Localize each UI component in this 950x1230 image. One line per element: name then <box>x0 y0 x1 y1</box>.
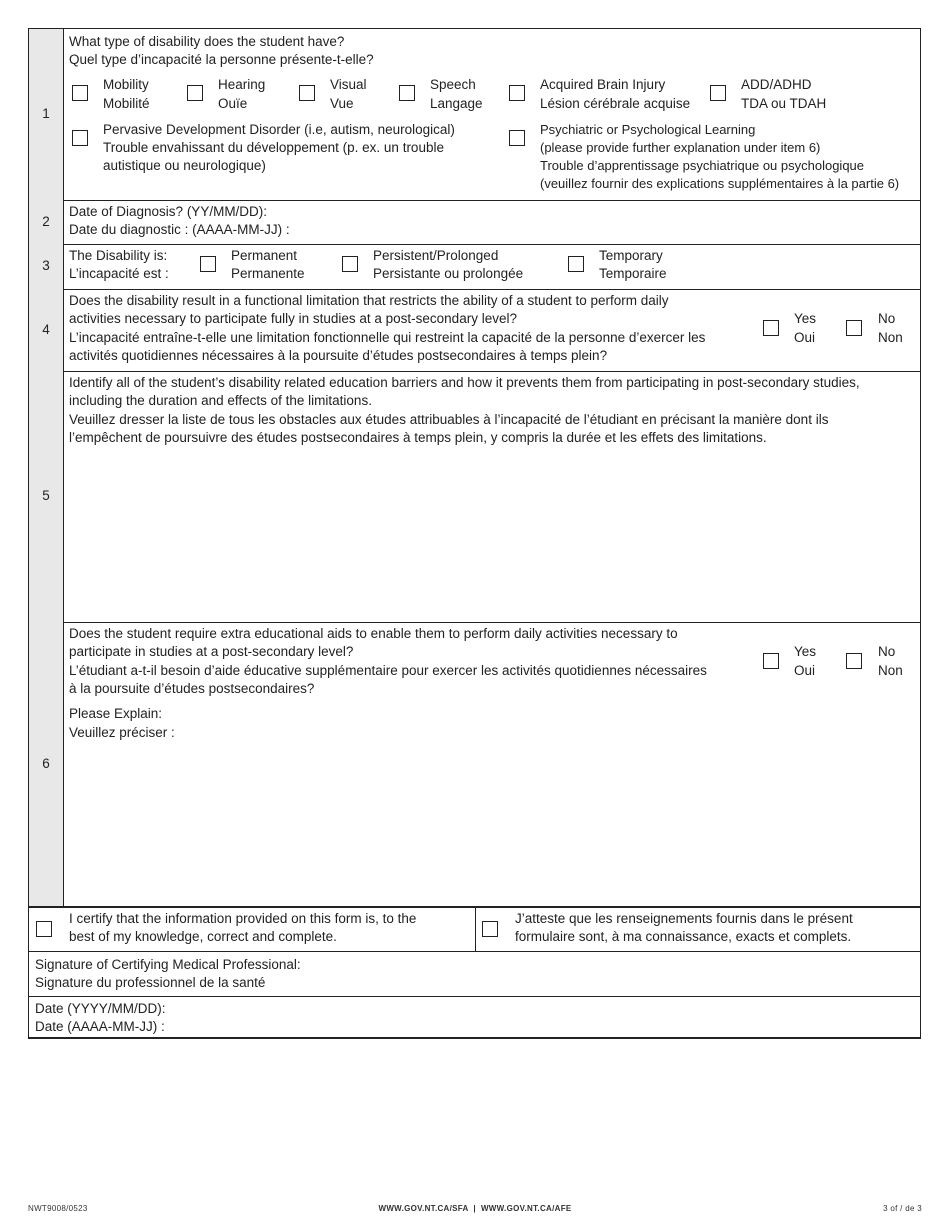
option-label: Trouble d’apprentissage psychiatrique ou psychologique <box>540 158 865 173</box>
row-educational-aids <box>29 622 920 908</box>
yes-label-fr: Oui <box>794 330 816 345</box>
option-label-fr: Ouïe <box>218 96 248 111</box>
row-number: 2 <box>29 200 64 244</box>
question-fr: Quel type d’incapacité la personne présente-t-elle? <box>69 52 374 67</box>
yes-checkbox[interactable] <box>763 653 779 669</box>
question-text: Does the disability result in a functional limitation that restricts the ability of a student to perform daily <box>69 293 669 308</box>
page-number: 3 of / de 3 <box>883 1204 922 1213</box>
form-code: NWT9008/0523 <box>28 1204 88 1213</box>
row-functional-limitation <box>29 289 920 372</box>
no-label-en: No <box>878 644 896 659</box>
acquired-brain-injury-checkbox[interactable] <box>509 85 525 101</box>
certify-text-fr: formulaire sont, à ma connaissance, exacts et complets. <box>515 929 852 944</box>
no-label-en: No <box>878 311 896 326</box>
option-label-en: Acquired Brain Injury <box>540 77 666 92</box>
certify-en-checkbox[interactable] <box>36 921 52 937</box>
option-label: autistique ou neurologique) <box>103 158 266 173</box>
option-label: Psychiatric or Psychological Learning <box>540 122 756 137</box>
option-label-fr: TDA ou TDAH <box>741 96 827 111</box>
temporary-checkbox[interactable] <box>568 256 584 272</box>
question-text: à la poursuite d’études postsecondaires? <box>69 681 315 696</box>
disability-is-label-fr: L’incapacité est : <box>69 266 169 281</box>
explain-label-en: Please Explain: <box>69 706 163 721</box>
date-label-en: Date (YYYY/MM/DD): <box>35 1001 166 1016</box>
question-text: Identify all of the student’s disability related education barriers and how it prevents them from participating in post-secondary studies, <box>69 375 860 390</box>
option-label-fr: Vue <box>330 96 354 111</box>
row-date[interactable] <box>29 996 920 1038</box>
option-label-fr: Langage <box>430 96 483 111</box>
pdd-checkbox[interactable] <box>72 130 88 146</box>
option-label: (veuillez fournir des explications supplémentaires à la partie 6) <box>540 176 900 191</box>
option-label-en: Persistent/Prolonged <box>373 248 499 263</box>
question-text: l’empêchent de poursuivre des études postsecondaires à temps plein, y compris la durée et les effets des limitations. <box>69 430 767 445</box>
option-label-en: Visual <box>330 77 367 92</box>
question-text: Does the student require extra educational aids to enable them to perform daily activities necessary to <box>69 626 678 641</box>
row-disability-type <box>29 29 920 201</box>
certify-text-en: I certify that the information provided on this form is, to the <box>69 911 417 926</box>
option-label-en: Speech <box>430 77 476 92</box>
row-diagnosis-date <box>29 200 920 245</box>
question-text: L’incapacité entraîne-t-elle une limitation fonctionnelle qui restreint la capacité de la personne d’exercer les <box>69 330 706 345</box>
yes-label-fr: Oui <box>794 663 816 678</box>
certify-text-fr: J’atteste que les renseignements fournis dans le présent <box>515 911 853 926</box>
hearing-checkbox[interactable] <box>187 85 203 101</box>
aids-explanation-area[interactable] <box>69 748 914 900</box>
row-number: 5 <box>29 371 64 622</box>
row-disability-duration <box>29 244 920 290</box>
row-certification <box>29 907 920 952</box>
no-checkbox[interactable] <box>846 320 862 336</box>
option-label: Trouble envahissant du développement (p. ex. un trouble <box>103 140 444 155</box>
option-label-en: Temporary <box>599 248 663 263</box>
certify-text-en: best of my knowledge, correct and complete. <box>69 929 337 944</box>
option-label-fr: Mobilité <box>103 96 150 111</box>
option-label-en: ADD/ADHD <box>741 77 812 92</box>
option-label: Pervasive Development Disorder (i.e, autism, neurological) <box>103 122 455 137</box>
explain-label-fr: Veuillez préciser : <box>69 725 175 740</box>
divider <box>475 907 476 951</box>
disability-is-label-en: The Disability is: <box>69 248 168 263</box>
certify-fr-checkbox[interactable] <box>482 921 498 937</box>
diagnosis-date-label-en: Date of Diagnosis? (YY/MM/DD): <box>69 204 268 219</box>
row-number: 3 <box>29 244 64 289</box>
question-text: including the duration and effects of the limitations. <box>69 393 372 408</box>
option-label-en: Hearing <box>218 77 266 92</box>
yes-checkbox[interactable] <box>763 320 779 336</box>
persistent-checkbox[interactable] <box>342 256 358 272</box>
row-number: 6 <box>29 622 64 906</box>
option-label-en: Permanent <box>231 248 298 263</box>
footer-website: WWW.GOV.NT.CA/SFA | WWW.GOV.NT.CA/AFE <box>378 1204 572 1213</box>
row-signature[interactable] <box>29 951 920 997</box>
option-label-en: Mobility <box>103 77 149 92</box>
date-label-fr: Date (AAAA-MM-JJ) : <box>35 1019 165 1034</box>
yes-label-en: Yes <box>794 644 817 659</box>
option-label-fr: Persistante ou prolongée <box>373 266 524 281</box>
permanent-checkbox[interactable] <box>200 256 216 272</box>
row-number: 4 <box>29 289 64 371</box>
speech-checkbox[interactable] <box>399 85 415 101</box>
option-label-fr: Lésion cérébrale acquise <box>540 96 691 111</box>
question-text: participate in studies at a post-secondary level? <box>69 644 354 659</box>
option-label-fr: Temporaire <box>599 266 667 281</box>
row-number: 1 <box>29 29 64 200</box>
diagnosis-date-label-fr: Date du diagnostic : (AAAA-MM-JJ) : <box>69 222 290 237</box>
no-label-fr: Non <box>878 663 903 678</box>
question-text: activités quotidiennes nécessaires à la poursuite d’études postsecondaires à temps plein? <box>69 348 608 363</box>
no-checkbox[interactable] <box>846 653 862 669</box>
row-education-barriers <box>29 371 920 623</box>
mobility-checkbox[interactable] <box>72 85 88 101</box>
visual-checkbox[interactable] <box>299 85 315 101</box>
form-table <box>28 28 921 1039</box>
add-adhd-checkbox[interactable] <box>710 85 726 101</box>
signature-label-fr: Signature du professionnel de la santé <box>35 975 266 990</box>
yes-label-en: Yes <box>794 311 817 326</box>
question-text: activities necessary to participate fully in studies at a post-secondary level? <box>69 311 517 326</box>
barriers-answer-area[interactable] <box>69 453 914 616</box>
option-label-fr: Permanente <box>231 266 305 281</box>
question-text: L’étudiant a-t-il besoin d’aide éducative supplémentaire pour exercer les activités quotidiennes nécessaires <box>69 663 707 678</box>
no-label-fr: Non <box>878 330 903 345</box>
psychiatric-checkbox[interactable] <box>509 130 525 146</box>
question-text: Veuillez dresser la liste de tous les obstacles aux études attribuables à l’incapacité de l’étudiant en précisant la manière dont ils <box>69 412 829 427</box>
question-en: What type of disability does the student have? <box>69 34 345 49</box>
option-label: (please provide further explanation under item 6) <box>540 140 821 155</box>
signature-label-en: Signature of Certifying Medical Professional: <box>35 957 301 972</box>
